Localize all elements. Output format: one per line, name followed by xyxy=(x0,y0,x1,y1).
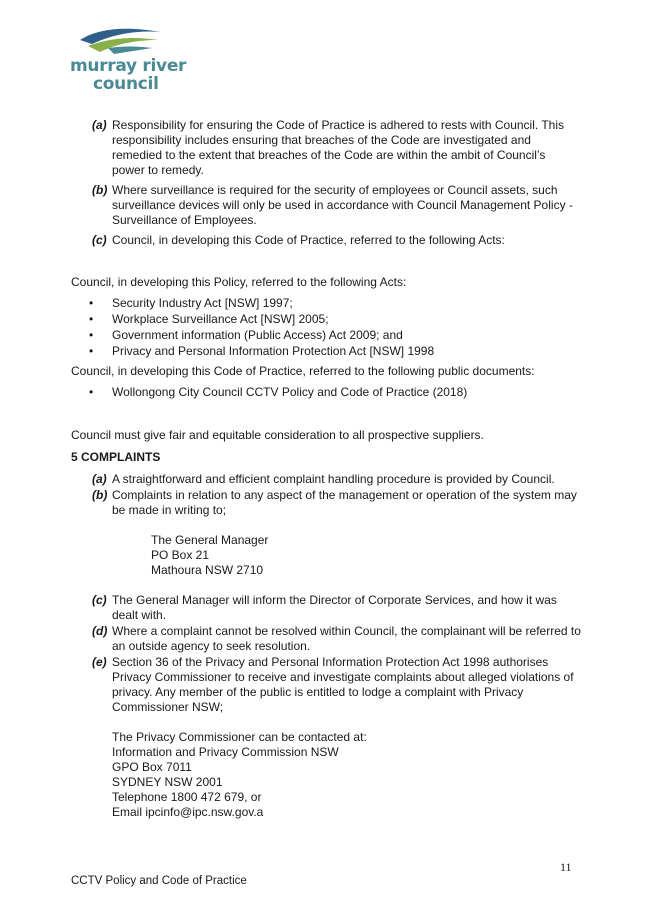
page-number: 11 xyxy=(560,860,572,874)
address-line: The General Manager xyxy=(151,533,269,547)
bullet-icon: • xyxy=(89,385,94,399)
item-text: Complaints in relation to any aspect of the management or operation of the system may be made in writing to; xyxy=(112,488,577,517)
item-label: (c) xyxy=(92,233,107,247)
item-label: (d) xyxy=(92,624,108,638)
footer-text: CCTV Policy and Code of Practice xyxy=(71,875,247,887)
list-item xyxy=(71,472,581,487)
item-text: Where a complaint cannot be resolved within Council, the complainant will be referred to an outside agency to seek resolution. xyxy=(112,624,581,653)
suppliers-text: Council must give fair and equitable consideration to all prospective suppliers. xyxy=(71,428,484,442)
list-item xyxy=(71,183,581,228)
documents-intro: Council, in developing this Code of Practice, referred to the following public documents: xyxy=(71,364,535,378)
address-line: PO Box 21 xyxy=(151,548,210,562)
contact-line: SYDNEY NSW 2001 xyxy=(112,775,223,789)
act-text: Security Industry Act [NSW] 1997; xyxy=(112,296,293,310)
list-item xyxy=(71,593,581,623)
bullet-icon: • xyxy=(89,344,94,358)
contact-line: The Privacy Commissioner can be contacted at: xyxy=(112,730,367,744)
bullet-icon: • xyxy=(89,296,94,310)
list-item xyxy=(71,624,581,654)
list-item xyxy=(71,328,581,343)
privacy-contact xyxy=(71,730,581,820)
contact-line: Telephone 1800 472 679, or xyxy=(112,790,262,804)
item-text: A straightforward and efficient complaint handling procedure is provided by Council. xyxy=(112,472,555,486)
item-text: Council, in developing this Code of Practice, referred to the following Acts: xyxy=(112,233,505,247)
item-label: (b) xyxy=(92,488,108,502)
list-item xyxy=(71,488,581,518)
section-heading: 5 COMPLAINTS xyxy=(71,450,161,464)
act-text: Privacy and Personal Information Protection Act [NSW] 1998 xyxy=(112,344,435,358)
list-item xyxy=(71,312,581,327)
address-line: Mathoura NSW 2710 xyxy=(151,563,264,577)
item-label: (b) xyxy=(92,183,108,197)
bullet-icon: • xyxy=(89,312,94,326)
policy-intro: Council, in developing this Policy, referred to the following Acts: xyxy=(71,275,407,289)
logo-text-line1: murray river xyxy=(70,56,187,76)
river-swoosh-icon xyxy=(78,26,162,58)
contact-line: Information and Privacy Commission NSW xyxy=(112,745,339,759)
item-text: Section 36 of the Privacy and Personal Information Protection Act 1998 authorises Privacy Commissioner to receive and investigate complaints about alleged violations of privacy. Any member of the public is entitled to lodge a complaint with Privacy Commissioner NSW; xyxy=(112,655,574,714)
list-item xyxy=(71,233,581,248)
document-body xyxy=(71,118,581,820)
list-item xyxy=(71,296,581,311)
item-label: (a) xyxy=(92,472,107,486)
contact-line: GPO Box 7011 xyxy=(112,760,192,774)
contact-line: Email ipcinfo@ipc.nsw.gov.a xyxy=(112,805,264,819)
item-text: Responsibility for ensuring the Code of Practice is adhered to rests with Council. This responsibility includes ensuring that breaches of the Code are investigated and remedied to the extent that breaches of the Code are within the ambit of Council’s power to remedy. xyxy=(112,118,564,177)
list-item xyxy=(71,655,581,715)
item-label: (e) xyxy=(92,655,107,669)
item-label: (a) xyxy=(92,118,107,132)
list-item xyxy=(71,118,581,178)
gm-address xyxy=(71,533,581,578)
item-text: The General Manager will inform the Director of Corporate Services, and how it was dealt with. xyxy=(112,593,557,622)
document-text: Wollongong City Council CCTV Policy and Code of Practice (2018) xyxy=(112,385,468,399)
bullet-icon: • xyxy=(89,328,94,342)
act-text: Workplace Surveillance Act [NSW] 2005; xyxy=(112,312,329,326)
item-text: Where surveillance is required for the security of employees or Council assets, such surveillance devices will only be used in accordance with Council Management Policy - Surveillance of Employees. xyxy=(112,183,573,227)
list-item xyxy=(71,385,581,400)
act-text: Government information (Public Access) Act 2009; and xyxy=(112,328,403,342)
list-item xyxy=(71,344,581,359)
council-logo xyxy=(68,26,187,94)
logo-text-line2: council xyxy=(93,74,159,94)
item-label: (c) xyxy=(92,593,107,607)
